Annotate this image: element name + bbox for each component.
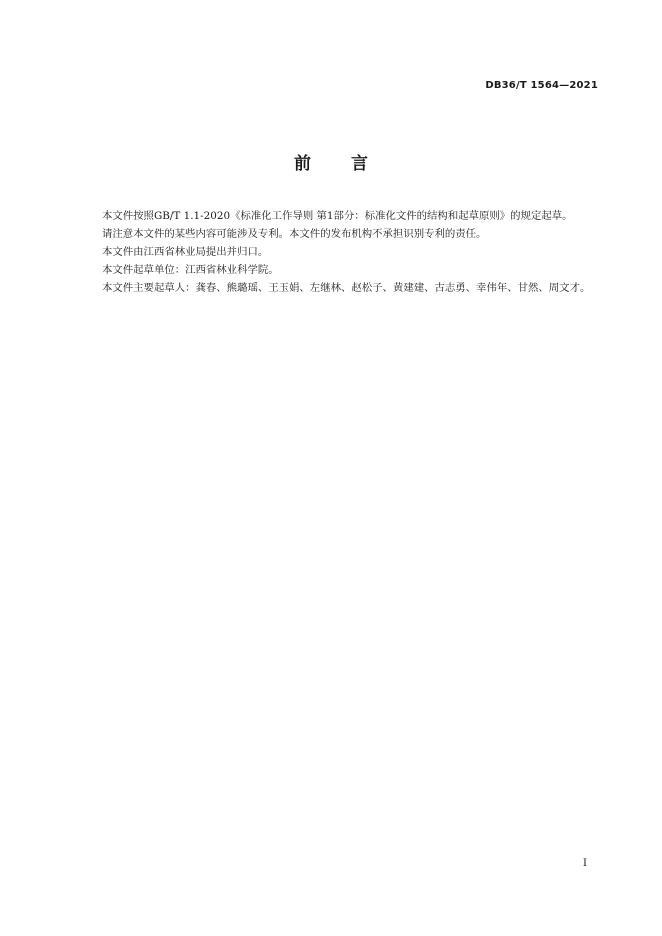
paragraph-patent-notice: 请注意本文件的某些内容可能涉及专利。本文件的发布机构不承担识别专利的责任。 bbox=[102, 228, 487, 240]
page-number: I bbox=[583, 858, 587, 869]
paragraph-drafters: 本文件主要起草人：龚春、熊璐瑶、王玉娟、左继林、赵松子、黄建建、古志勇、幸伟年、甘然、周文才。 bbox=[102, 282, 591, 294]
document-code: DB36/T 1564—2021 bbox=[485, 80, 598, 91]
paragraph-standard-basis: 本文件按照GB/T 1.1-2020《标准化工作导则 第1部分：标准化文件的结构和起草原则》的规定起草。 bbox=[102, 210, 573, 222]
paragraph-proposer: 本文件由江西省林业局提出并归口。 bbox=[102, 246, 269, 258]
title-part-2: 言 bbox=[351, 154, 368, 174]
page-title bbox=[0, 149, 662, 174]
title-part-1: 前 bbox=[294, 154, 311, 174]
paragraph-drafting-unit: 本文件起草单位：江西省林业科学院。 bbox=[102, 264, 279, 276]
foreword-body bbox=[81, 207, 599, 297]
